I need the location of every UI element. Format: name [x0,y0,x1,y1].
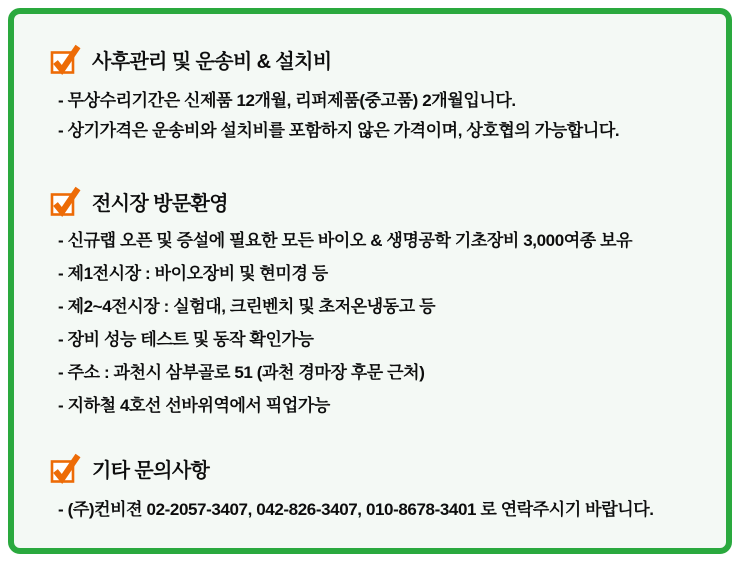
checked-checkbox-icon [50,186,80,216]
section-contact-items [58,495,706,525]
section-title: 전시장 방문환영 [92,192,228,215]
checked-checkbox-icon [50,453,80,483]
section-aftercare-items [58,86,706,146]
section-aftercare [50,44,706,146]
notice-content [14,14,726,525]
section-showroom-heading [50,186,706,216]
notice-line: - 장비 성능 테스트 및 동작 확인가능 [58,330,314,349]
section-contact-heading [50,453,706,483]
section-title: 기타 문의사항 [92,459,210,482]
section-showroom [50,186,706,422]
section-contact [50,453,706,525]
notice-line: - 제2~4전시장 : 실험대, 크린벤치 및 초저온냉동고 등 [58,297,436,316]
checked-checkbox-icon [50,44,80,74]
notice-line: - 주소 : 과천시 삼부골로 51 (과천 경마장 후문 근처) [58,363,425,382]
notice-line: - 제1전시장 : 바이오장비 및 현미경 등 [58,264,328,283]
notice-line: - 신규랩 오픈 및 증설에 필요한 모든 바이오 & 생명공학 기초장비 3,000여종 보유 [58,231,633,250]
section-showroom-items [58,224,706,422]
notice-line: - 상기가격은 운송비와 설치비를 포함하지 않은 가격이며, 상호협의 가능합니다. [58,121,620,140]
notice-panel [8,8,732,554]
section-aftercare-heading [50,44,706,74]
notice-line: - 무상수리기간은 신제품 12개월, 리퍼제품(중고품) 2개월입니다. [58,91,516,110]
notice-line: - (주)컨비젼 02-2057-3407, 042-826-3407, 010-8678-3401 로 연락주시기 바랍니다. [58,500,654,519]
notice-line: - 지하철 4호선 선바위역에서 픽업가능 [58,396,330,415]
section-title: 사후관리 및 운송비 & 설치비 [92,50,332,73]
